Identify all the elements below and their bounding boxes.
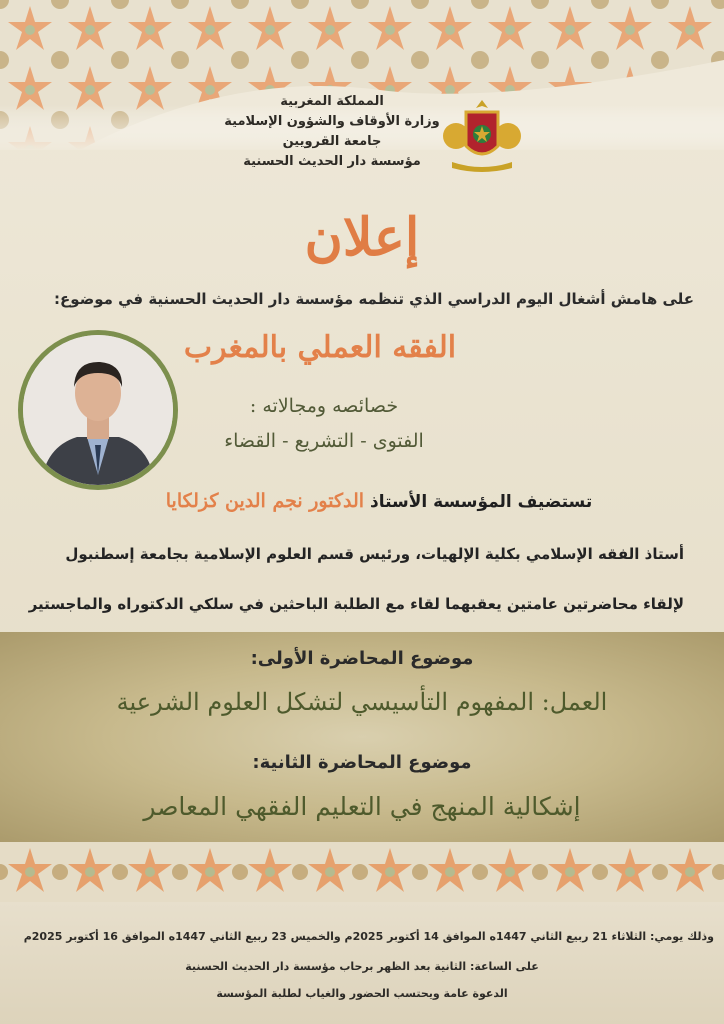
guest-prefix: تستضيف المؤسسة الأستاذ — [370, 492, 593, 512]
lecture-1-title: العمل: المفهوم التأسيسي لتشكل العلوم الشرعية — [116, 688, 608, 716]
lecture-1-label: موضوع المحاضرة الأولى: — [250, 648, 474, 669]
subtopic-heading: خصائصه ومجالاته : — [249, 395, 399, 417]
lecture-2-title: إشكالية المنهج في التعليم الفقهي المعاصر — [143, 792, 581, 821]
ministry-header — [222, 92, 442, 172]
lecture-2-label: موضوع المحاضرة الثانية: — [252, 752, 472, 773]
guest-name: الدكتور نجم الدين كزلكايا — [165, 490, 365, 512]
lecture-purpose: لإلقاء محاضرتين عامتين يعقبهما لقاء مع الطلبة الباحثين في سلكي الدكتوراه والماجستير — [28, 595, 684, 613]
announcement-title: إعلان — [304, 207, 420, 268]
footer-invitation: الدعوة عامة ويحتسب الحضور والغياب لطلبة المؤسسة — [216, 987, 508, 1000]
header-line-ministry: وزارة الأوقاف والشؤون الإسلامية — [224, 114, 440, 129]
geometric-pattern-band — [0, 842, 724, 902]
guest-line — [34, 490, 724, 512]
intro-text: على هامش أشغال اليوم الدراسي الذي تنظمه مؤسسة دار الحديث الحسنية في موضوع: — [54, 290, 694, 308]
header-line-institute: مؤسسة دار الحديث الحسنية — [243, 154, 421, 169]
footer-dates: وذلك يومي: الثلاثاء 21 ربيع الثاني 1447ه الموافق 14 أكتوبر 2025م والخميس 23 ربيع الثاني 1447ه الموافق 16 أكتوبر 2025م — [23, 930, 714, 943]
coat-of-arms-icon — [442, 96, 522, 176]
main-topic: الفقه العملي بالمغرب — [183, 330, 457, 365]
header-line-university: جامعة القرويين — [282, 134, 382, 149]
footer-time-place: على الساعة: الثانية بعد الظهر برحاب مؤسسة دار الحديث الحسنية — [185, 960, 539, 973]
guest-position: أستاذ الفقه الإسلامي بكلية الإلهيات، ورئيس قسم العلوم الإسلامية بجامعة إسطنبول — [65, 545, 684, 563]
header-line-kingdom: المملكة المغربية — [280, 94, 384, 109]
subtopic-items: الفتوى - التشريع - القضاء — [224, 430, 424, 452]
